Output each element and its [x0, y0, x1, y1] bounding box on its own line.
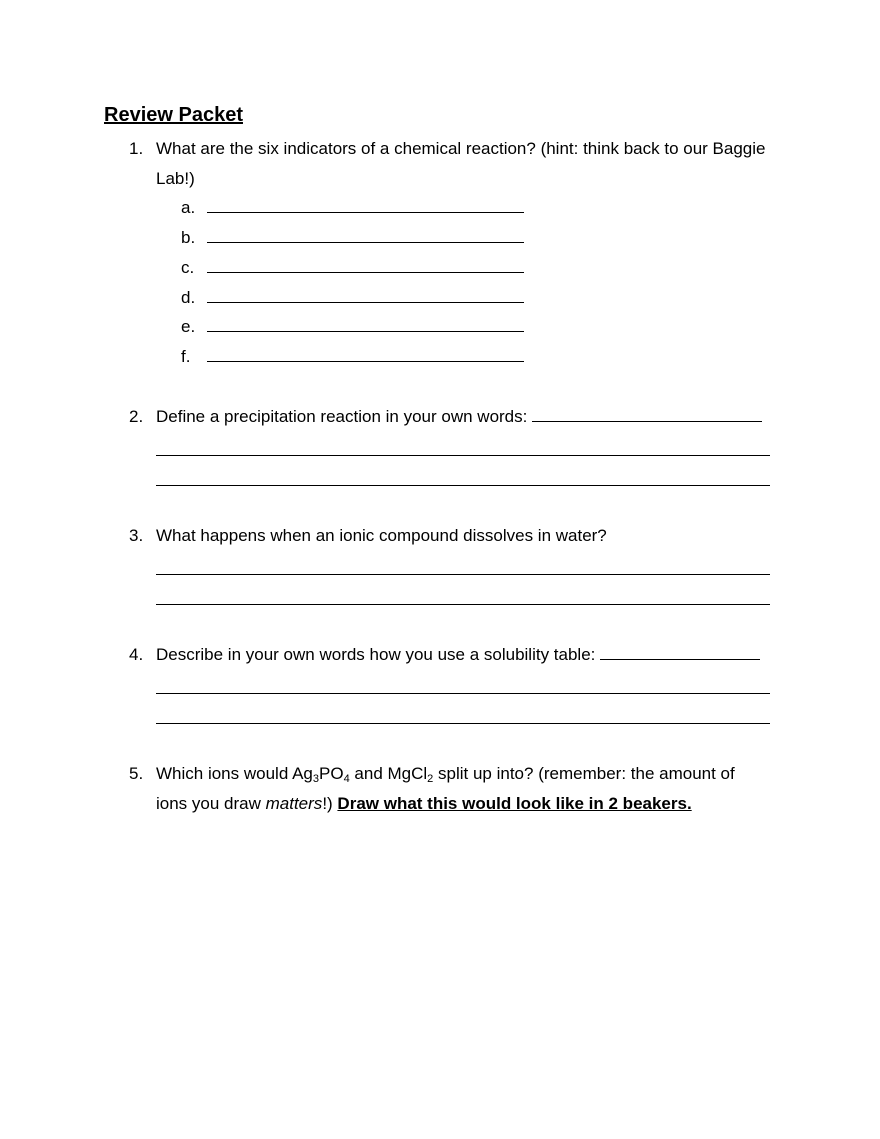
question-2-number: 2. — [129, 407, 144, 426]
answer-1c — [181, 253, 524, 283]
answer-line[interactable] — [156, 574, 770, 575]
question-4-number: 4. — [129, 645, 144, 664]
formula-magnesium-chloride — [388, 764, 434, 783]
answer-letter: d. — [181, 288, 196, 307]
answer-letter: c. — [181, 258, 195, 277]
answer-1f — [181, 342, 524, 372]
answer-blank[interactable] — [207, 255, 524, 273]
formula-part: MgCl — [387, 764, 428, 783]
q5-text-part: split up into? (remember: the amount of ions you draw — [156, 764, 735, 813]
formula-silver-phosphate — [292, 764, 350, 783]
answer-1b — [181, 223, 524, 253]
subscript: 2 — [427, 773, 434, 785]
formula-part: PO — [319, 764, 344, 783]
answer-line[interactable] — [156, 455, 770, 456]
answer-1a — [181, 193, 524, 223]
answer-blank[interactable] — [600, 642, 760, 660]
question-4-prompt: Describe in your own words how you use a solubility table: — [156, 645, 596, 664]
answer-blank[interactable] — [207, 195, 524, 213]
answer-1d — [181, 283, 524, 313]
question-5-text — [156, 759, 756, 819]
drawing-area[interactable] — [156, 830, 770, 1090]
answer-line[interactable] — [156, 723, 770, 724]
answer-blank[interactable] — [207, 285, 524, 303]
question-2-text — [156, 402, 781, 432]
answer-letter: f. — [181, 347, 191, 366]
subscript: 3 — [312, 773, 319, 785]
q5-text-part: Which ions would — [156, 764, 293, 783]
answer-line[interactable] — [156, 693, 770, 694]
question-3-text: What happens when an ionic compound dissolves in water? — [156, 526, 607, 545]
q5-text-part: !) — [322, 794, 338, 813]
page-title: Review Packet — [104, 104, 243, 126]
answer-blank[interactable] — [207, 225, 524, 243]
drawing-instruction: Draw what this would look like in 2 beakers. — [337, 794, 692, 813]
q5-text-part: and — [349, 764, 388, 783]
answer-letter: a. — [181, 198, 196, 217]
answer-line[interactable] — [156, 485, 770, 486]
answer-line[interactable] — [156, 604, 770, 605]
question-4-text — [156, 640, 781, 670]
answer-letter: b. — [181, 228, 196, 247]
question-1-number: 1. — [129, 139, 144, 158]
answer-letter: e. — [181, 317, 196, 336]
subscript: 4 — [343, 773, 350, 785]
answer-1e — [181, 312, 524, 342]
question-2-prompt: Define a precipitation reaction in your own words: — [156, 407, 528, 426]
answer-blank[interactable] — [532, 404, 762, 422]
emphasis-text: matters — [265, 794, 323, 813]
answer-blank[interactable] — [207, 344, 524, 362]
question-1-text: What are the six indicators of a chemical reaction? (hint: think back to our Baggie Lab!) — [156, 139, 766, 188]
question-3-number: 3. — [129, 526, 144, 545]
answer-blank[interactable] — [207, 314, 524, 332]
question-5-number: 5. — [129, 764, 144, 783]
formula-part: Ag — [292, 764, 313, 783]
